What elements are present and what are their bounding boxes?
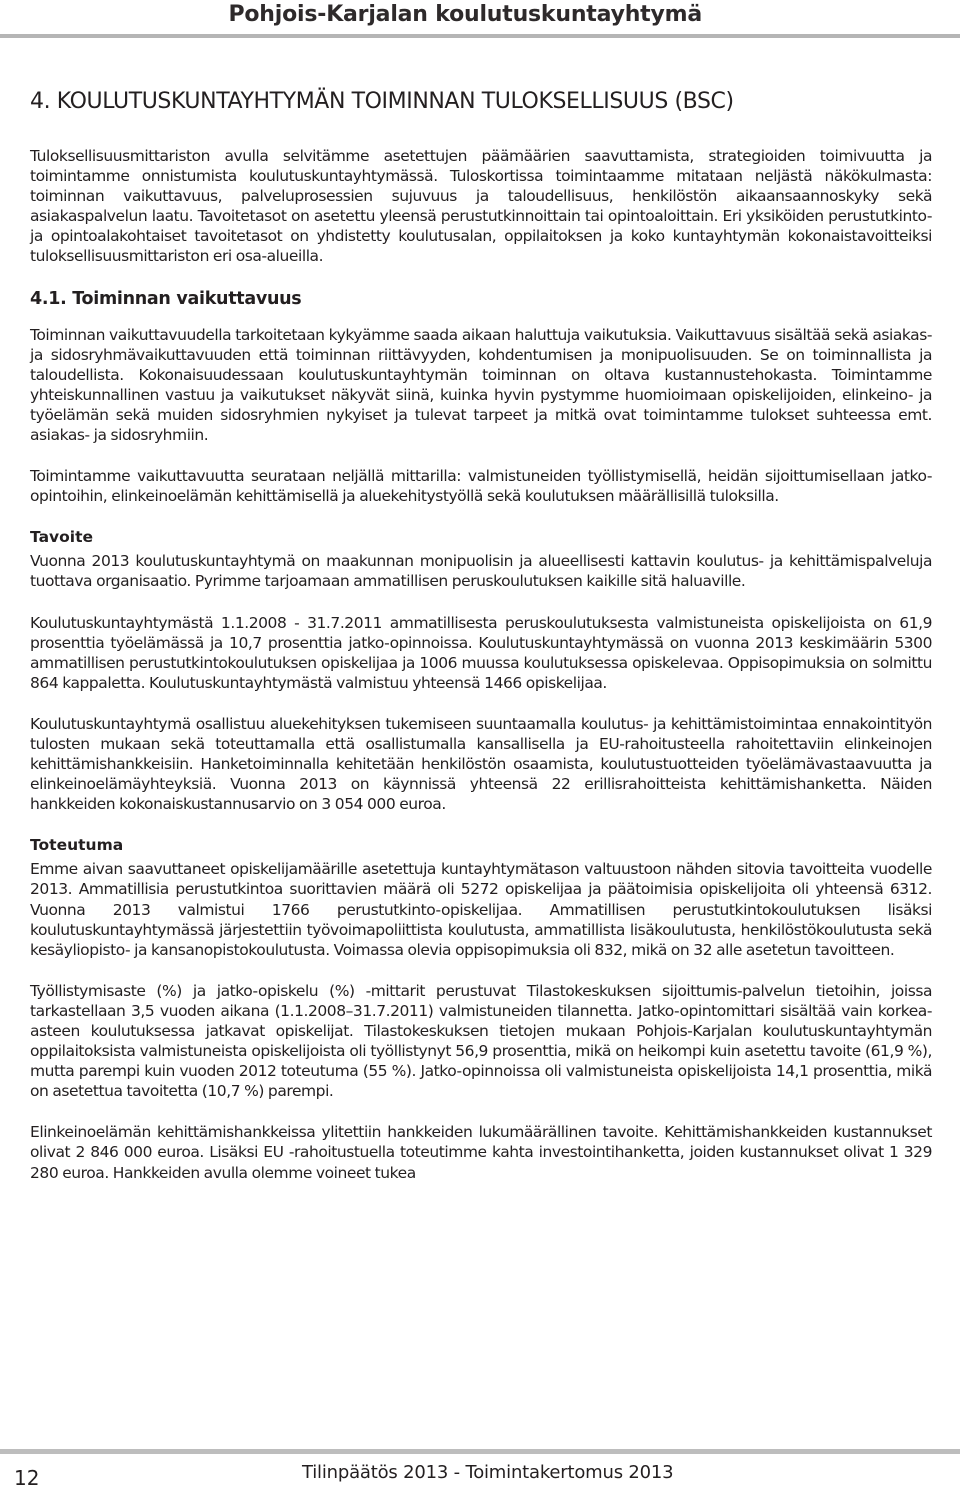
footer-divider — [0, 1449, 960, 1454]
page-number: 12 — [14, 1466, 40, 1490]
tavoite-heading: Tavoite — [30, 528, 94, 547]
tavoite-paragraph: Koulutuskuntayhtymä osallistuu aluekehityksen tukemiseen suuntaamalla koulutus- ja kehittämistoimintaa ennakointityön tulosten mukaan sekä toteuttamalla että osallistumalla kansallisella ja EU-rahoitusteella rahoitettaviin elinkeinojen kehittämishankkeisiin. Hanketoiminnalla kehitetään henkilöstön osaamista, koulutustuotteiden työelämävastaavuutta ja elinkeinoelämäyhteyksiä. Vuonna 2013 on käynnissä yhteensä 22 erillisrahoitteista kehittämishanketta. Näiden hankkeiden kokonaiskustannusarvio on 3 054 000 euroa. — [30, 714, 932, 814]
toteutuma-paragraph: Emme aivan saavuttaneet opiskelijamäärille asetettuja kuntayhtymätason valtuustoon nähden sitovia tavoitteita vuodelle 2013. Ammatillisia perustutkintoa suorittavien määrä oli 5272 opiskelijaa ja päätoimisia opiskelijoita oli yhteensä 6312. Vuonna 2013 valmistui 1766 perustutkinto-opiskelijaa. Ammatillisen perustutkintokoulutuksen lisäksi koulutuskuntayhtymässä järjestettiin työvoimapoliittista koulutusta, ammatillista lisäkoulutusta, henkilöstökoulutusta sekä kesäyliopisto- ja kansanopistokoulutusta. Voimassa olevia oppisopimuksia oli 832, mikä on 32 alle asetetun tavoitteen. — [30, 860, 932, 959]
header-band — [0, 0, 960, 38]
section-paragraph: Toiminnan vaikuttavuudella tarkoitetaan kykyämme saada aikaan haluttuja vaikutuksia. Vaikuttavuus sisältää sekä asiakas- ja sidosryhmävaikuttavuuden että toiminnan riittävyyden, kohdentumisen ja monipuolisuuden. Se on toiminnallista ja taloudellista. Kokonaisuudessaan koulutuskuntayhtymän toiminnan on oltava kustannustehokasta. Toimintamme yhteiskunnallinen vastuu ja vaikutukset näkyvät siinä, kuinka hyvin pystymme huomioimaan opiskelijoiden, elinkeino- ja työelämän sekä muiden sidosryhmien nykyiset ja tulevat tarpeet ja mitkä ovat toimintamme tulokset suhteessa emt. asiakas- ja sidosryhmiin. — [30, 325, 932, 445]
toteutuma-heading: Toteutuma — [30, 836, 124, 855]
toteutuma-paragraph: Työllistymisaste (%) ja jatko-opiskelu (%) -mittarit perustuvat Tilastokeskuksen sijoittumis-palvelun tietoihin, joissa tarkastellaan 3,5 vuoden aikana (1.1.2008–31.7.2011) valmistuneiden tilannetta. Jatko-opintomittari sisältää vain korkea-asteen koulutuksessa jatkavat opiskelijat. Tilastokeskuksen tietojen mukaan Pohjois-Karjalan koulutuskuntayhtymän oppilaitoksista valmistuneista opiskelijoista oli työllistynyt 56,9 prosenttia, mikä on heikompi kuin asetettu tavoite (61,9 %), mutta parempi kuin vuoden 2012 toteutuma (55 %). Jatko-opinnoissa oli valmistuneista opiskelijoista 14,1 prosenttia, mikä on asetettua tavoitetta (10,7 %) parempi. — [30, 981, 932, 1101]
footer-document-title: Tilinpäätös 2013 - Toimintakertomus 2013 — [302, 1462, 674, 1483]
section-paragraph: Toimintamme vaikuttavuutta seurataan neljällä mittarilla: valmistuneiden työllistymisellä, heidän sijoittumisellaan jatko-opintoihin, elinkeinoelämän kehittämisellä ja aluekehitystyöllä sekä koulutuksen määrällisillä tuloksilla. — [30, 467, 932, 506]
tavoite-paragraph: Vuonna 2013 koulutuskuntayhtymä on maakunnan monipuolisin ja alueellisesti kattavin koulutus- ja kehittämispalveluja tuottava organisaatio. Pyrimme tarjoamaan ammatillisen peruskoulutuksen kaikille sitä haluaville. — [30, 552, 932, 591]
page-content — [30, 88, 932, 1204]
tavoite-paragraph: Koulutuskuntayhtymästä 1.1.2008 - 31.7.2011 ammatillisesta peruskoulutuksesta valmistuneista opiskelijoista on 61,9 prosenttia työelämässä ja 10,7 prosenttia jatko-opinnoissa. Koulutuskuntayhtymässä on vuonna 2013 keskimäärin 5300 ammatillisen perustutkintokoulutuksen opiskelijaa ja 1006 muussa koulutuksessa opiskelevaa. Oppisopimuksia on solmittu 864 kappaletta. Koulutuskuntayhtymästä valmistuu yhteensä 1466 opiskelijaa. — [30, 613, 932, 692]
organization-name: Pohjois-Karjalan koulutuskuntayhtymä — [228, 2, 702, 27]
section-title: 4.1. Toiminnan vaikuttavuus — [30, 288, 302, 309]
toteutuma-paragraph: Elinkeinoelämän kehittämishankkeissa ylitettiin hankkeiden lukumäärällinen tavoite. Kehittämishankkeiden kustannukset olivat 2 846 000 euroa. Lisäksi EU -rahoitustuella toteutimme kahta investointihanketta, joiden kustannukset olivat 1 329 280 euroa. Hankkeiden avulla olemme voineet tukea — [30, 1123, 932, 1182]
chapter-title: 4. KOULUTUSKUNTAYHTYMÄN TOIMINNAN TULOKSELLISUUS (BSC) — [30, 89, 734, 114]
intro-paragraph: Tuloksellisuusmittariston avulla selvitämme asetettujen päämäärien saavuttamista, strategioiden toimivuutta ja toimintamme onnistumista koulutuskuntayhtymässä. Tuloskortissa toimintaamme mitataan neljästä näkökulmasta: toiminnan vaikuttavuus, palveluprosessien sujuvuus ja taloudellisuus, henkilöstön aikaansaannoskyky sekä asiakaspalvelun laatu. Tavoitetasot on asetettu yleensä perustutkinnoittain tai opintoaloittain. Eri yksiköiden perustutkinto- ja opintoalakohtaiset tavoitetasot on yhdistetty koulutusalan, oppilaitoksen ja koko kuntayhtymän kokonaistavoitteiksi tuloksellisuusmittariston eri osa-alueilla. — [30, 147, 932, 266]
